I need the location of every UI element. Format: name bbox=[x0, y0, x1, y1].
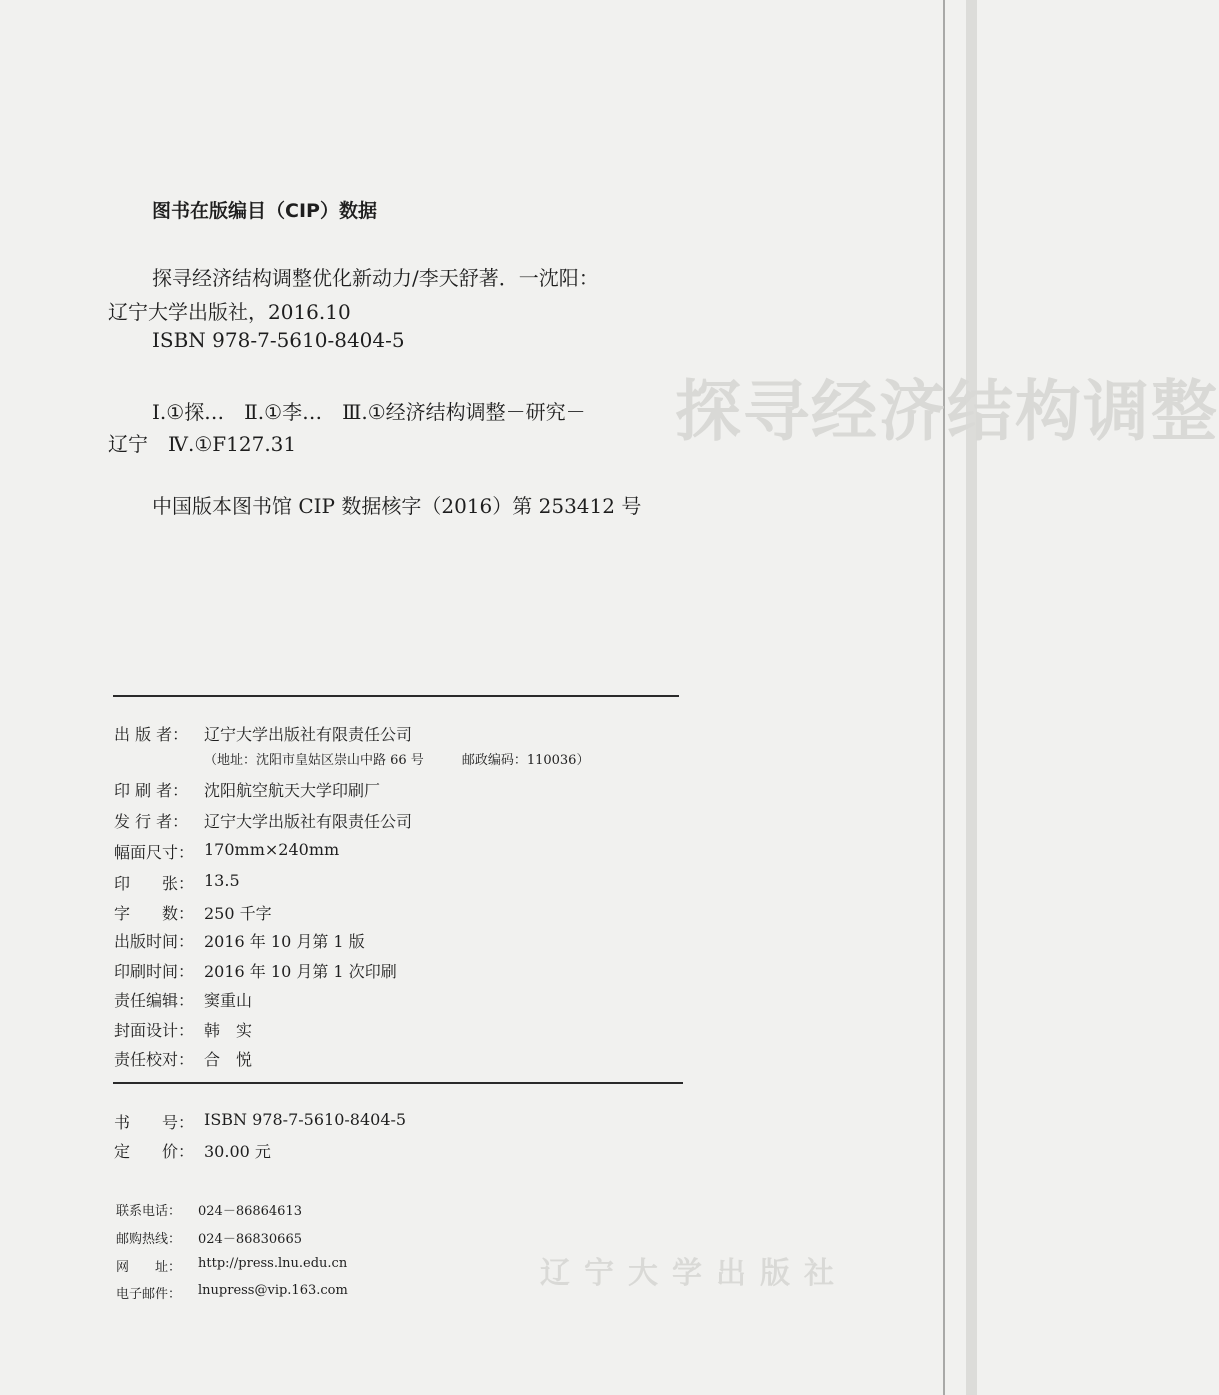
words-row bbox=[114, 901, 272, 924]
website-link[interactable]: http://press.lnu.edu.cn bbox=[198, 1256, 348, 1271]
sheets-label: 印 张： bbox=[114, 874, 195, 893]
website-row bbox=[116, 1256, 347, 1275]
cip-line-1: 探寻经济结构调整优化新动力/李天舒著．一沈阳： bbox=[152, 266, 599, 290]
publisher-label: 出 版 者： bbox=[114, 725, 189, 744]
pubdate-row bbox=[114, 929, 365, 952]
printer-value: 沈阳航空航天大学印刷厂 bbox=[204, 781, 381, 800]
address-text: （地址：沈阳市皇姑区崇山中路 66 号 bbox=[204, 753, 424, 768]
phone-label: 联系电话： bbox=[116, 1204, 182, 1219]
cip-heading: 图书在版编目（CIP）数据 bbox=[152, 200, 377, 222]
website-label: 网 址： bbox=[116, 1260, 182, 1275]
price-row bbox=[114, 1139, 271, 1162]
proofreader-label: 责任校对： bbox=[114, 1050, 195, 1069]
email-label: 电子邮件： bbox=[116, 1287, 182, 1302]
cover-design-value: 韩 实 bbox=[204, 1021, 253, 1040]
email-row bbox=[116, 1283, 348, 1302]
mail-order-label: 邮购热线： bbox=[116, 1232, 182, 1247]
words-label: 字 数： bbox=[114, 904, 195, 923]
size-row bbox=[114, 840, 339, 863]
page-edge-shadow bbox=[966, 0, 977, 1395]
mail-order-row bbox=[116, 1228, 302, 1247]
pubdate-value: 2016 年 10 月第 1 版 bbox=[204, 932, 365, 951]
size-value: 170mm×240mm bbox=[204, 840, 340, 859]
sheets-row bbox=[114, 871, 240, 894]
editor-row bbox=[114, 988, 252, 1011]
cip-classification-2: 辽宁 Ⅳ.①F127.31 bbox=[108, 432, 297, 456]
page-edge bbox=[943, 0, 945, 1395]
cip-isbn: ISBN 978-7-5610-8404-5 bbox=[152, 328, 405, 352]
proofreader-value: 合 悦 bbox=[204, 1050, 253, 1069]
divider-bottom bbox=[113, 1082, 683, 1084]
book-number-value: ISBN 978-7-5610-8404-5 bbox=[204, 1110, 407, 1129]
printdate-label: 印刷时间： bbox=[114, 962, 195, 981]
mail-order-value: 024－86830665 bbox=[198, 1232, 302, 1247]
book-number-label: 书 号： bbox=[114, 1113, 195, 1132]
sheets-value: 13.5 bbox=[204, 871, 240, 890]
distributor-label: 发 行 者： bbox=[114, 812, 189, 831]
cover-design-label: 封面设计： bbox=[114, 1021, 195, 1040]
show-through-cover-title: 探寻经济结构调整 bbox=[675, 372, 1219, 450]
cip-line-2: 辽宁大学出版社，2016.10 bbox=[108, 300, 351, 324]
book-number-row bbox=[114, 1110, 406, 1133]
editor-value: 窦重山 bbox=[204, 991, 253, 1010]
printdate-value: 2016 年 10 月第 1 次印刷 bbox=[204, 962, 397, 981]
publisher-row bbox=[114, 722, 412, 745]
size-label: 幅面尺寸： bbox=[114, 843, 195, 862]
phone-value: 024－86864613 bbox=[198, 1204, 302, 1219]
distributor-value: 辽宁大学出版社有限责任公司 bbox=[204, 812, 413, 831]
divider-top bbox=[113, 695, 679, 697]
price-value: 30.00 元 bbox=[204, 1142, 271, 1161]
address-row bbox=[204, 749, 589, 768]
pubdate-label: 出版时间： bbox=[114, 932, 195, 951]
publisher-value: 辽宁大学出版社有限责任公司 bbox=[204, 725, 413, 744]
proofreader-row bbox=[114, 1047, 252, 1070]
show-through-publisher: 辽宁大学出版社 bbox=[540, 1256, 848, 1291]
cip-record-number: 中国版本图书馆 CIP 数据核字（2016）第 253412 号 bbox=[152, 494, 642, 518]
email-link[interactable]: lnupress@vip.163.com bbox=[198, 1283, 348, 1298]
cover-design-row bbox=[114, 1018, 252, 1041]
cip-classification-1: Ⅰ.①探… Ⅱ.①李… Ⅲ.①经济结构调整－研究－ bbox=[152, 400, 586, 424]
editor-label: 责任编辑： bbox=[114, 991, 195, 1010]
printer-row bbox=[114, 778, 380, 801]
postcode-text: 邮政编码：110036） bbox=[461, 753, 590, 768]
printer-label: 印 刷 者： bbox=[114, 781, 189, 800]
printdate-row bbox=[114, 959, 397, 982]
words-value: 250 千字 bbox=[204, 904, 272, 923]
phone-row bbox=[116, 1200, 302, 1219]
distributor-row bbox=[114, 809, 412, 832]
price-label: 定 价： bbox=[114, 1142, 195, 1161]
